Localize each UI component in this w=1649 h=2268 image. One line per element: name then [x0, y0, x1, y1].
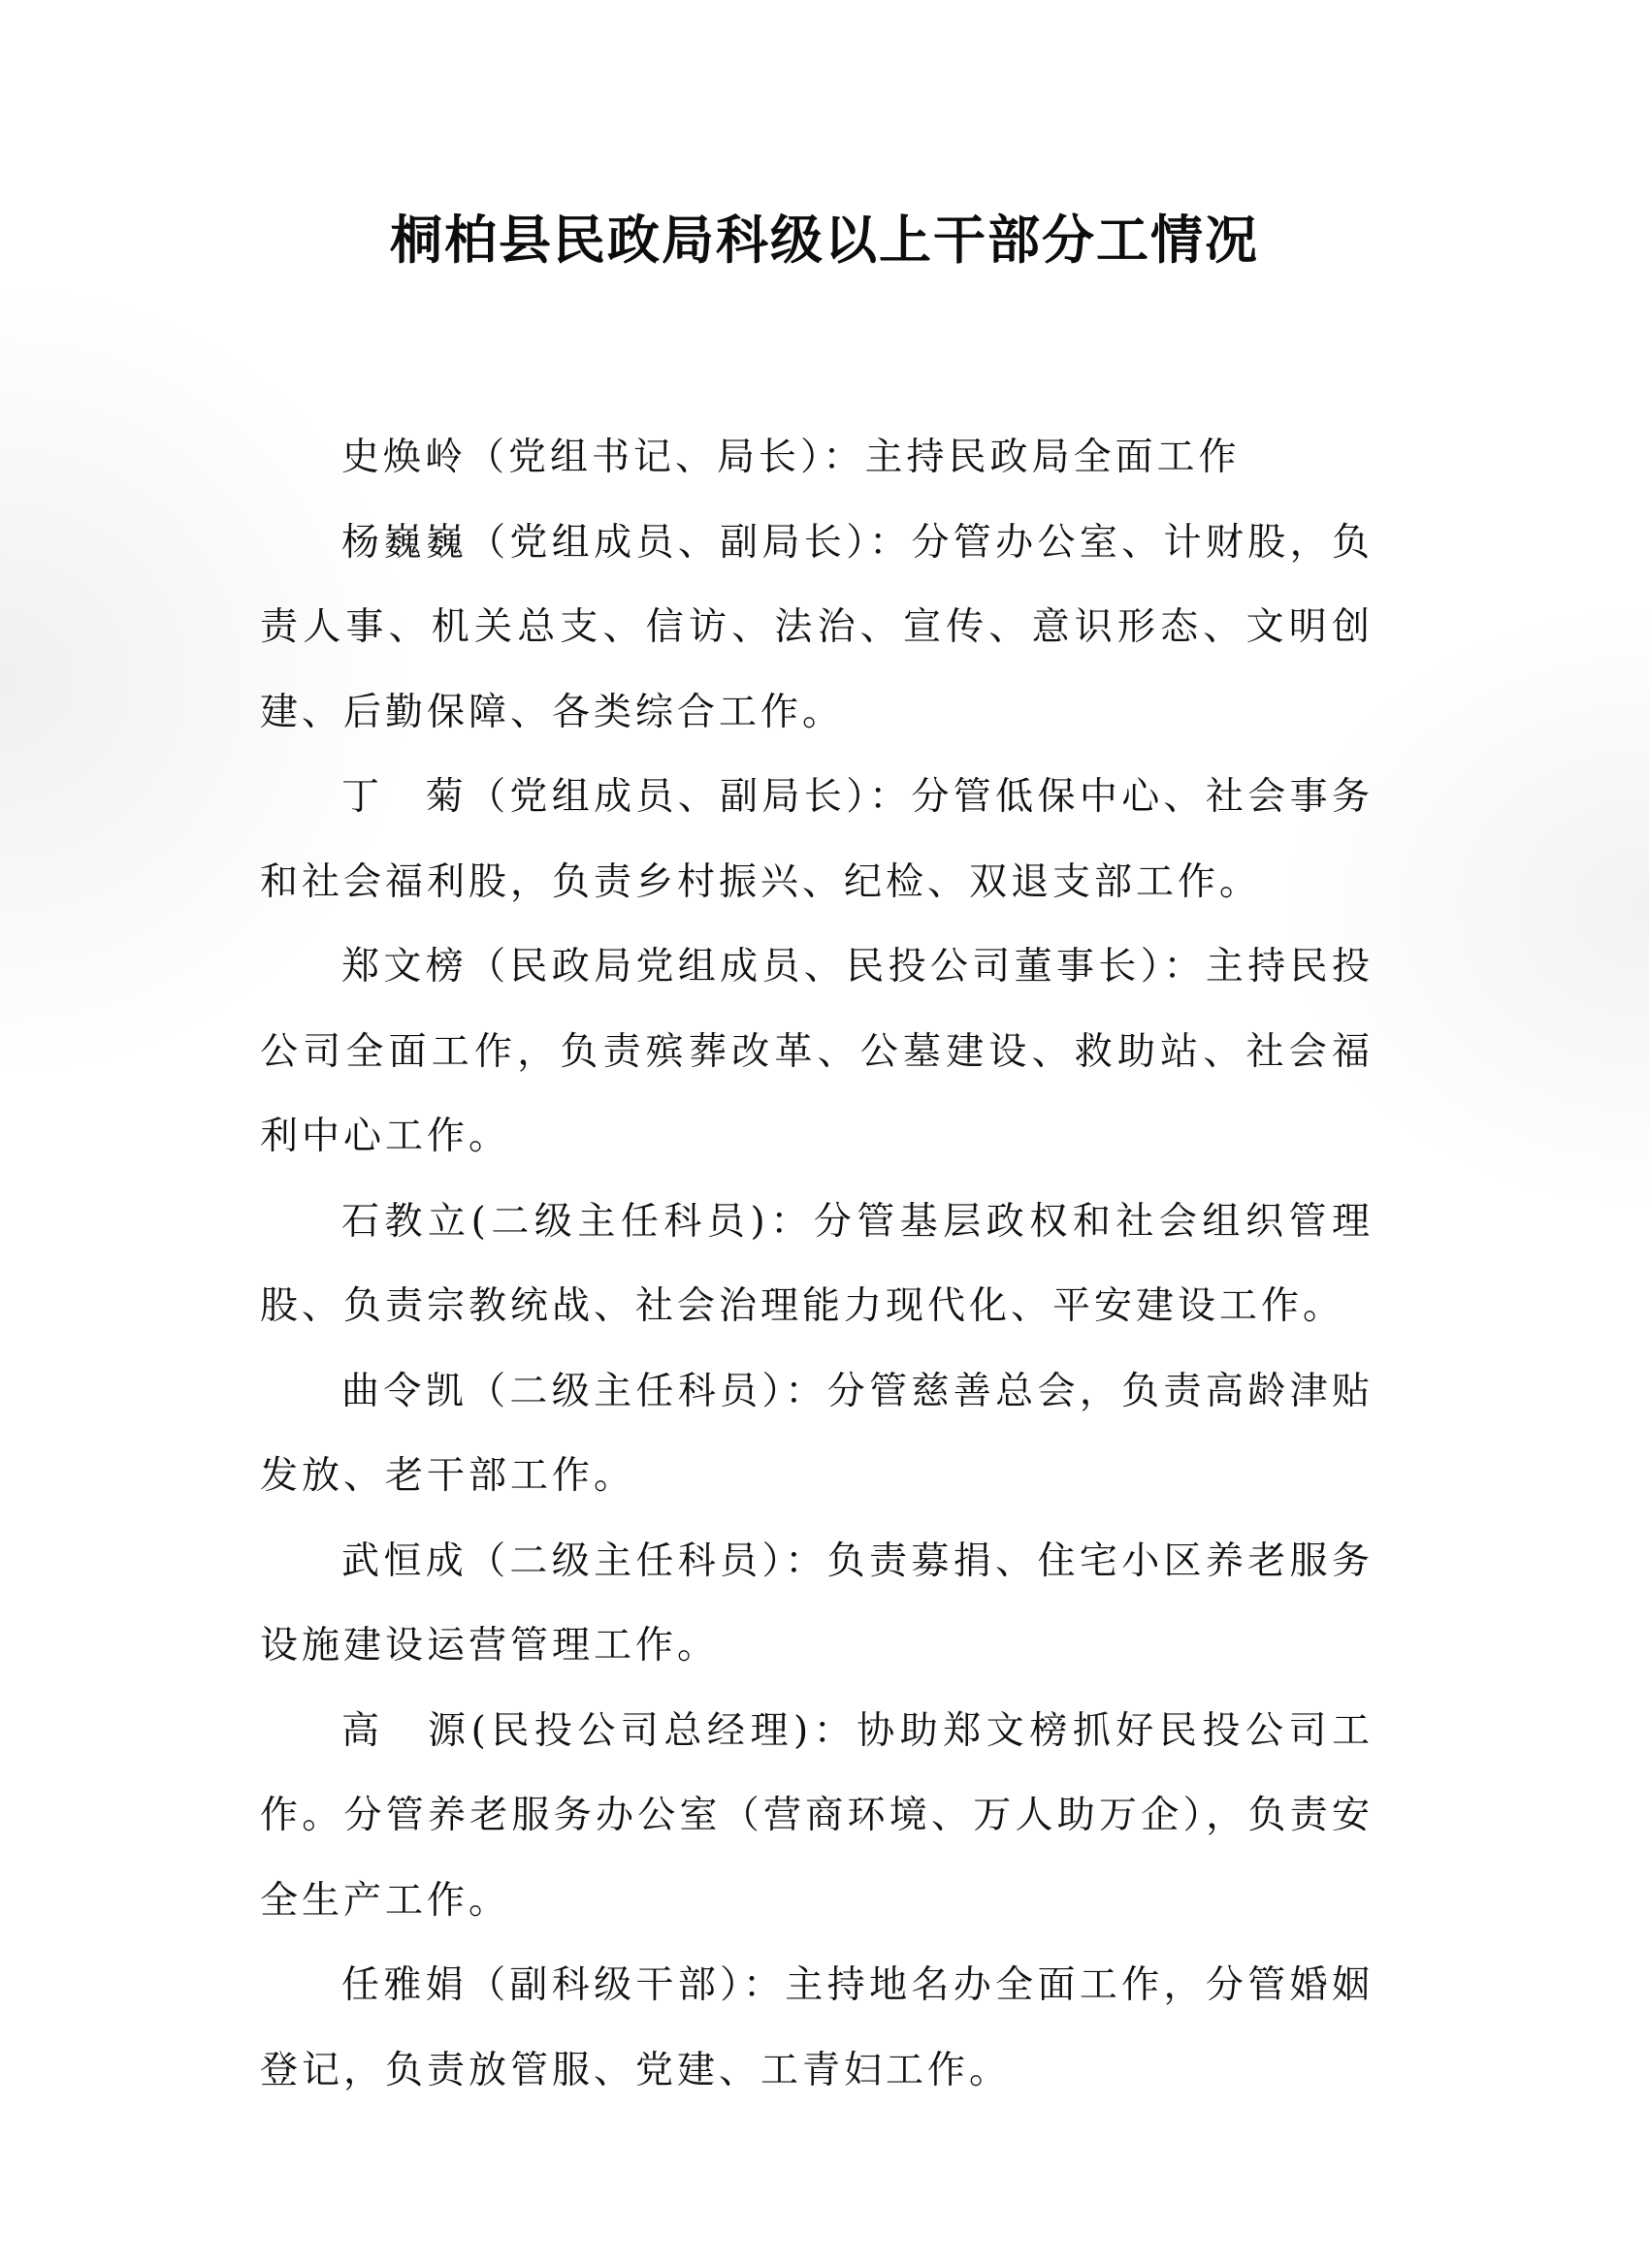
person-name: 石教立 — [341, 1199, 471, 1244]
person-name: 丁 菊 — [341, 775, 469, 819]
person-name: 史焕岭 — [341, 436, 468, 479]
entry-paragraph — [260, 755, 1374, 924]
duty-text: （副科级干部）：主持地名办全面工作，分管婚姻登记，负责放管服、党建、工青妇工作。 — [260, 1963, 1374, 2092]
duty-text: （二级主任科员）：分管慈善总会，负责高龄津贴发放、老干部工作。 — [260, 1369, 1374, 1498]
person-name: 杨巍巍 — [341, 520, 469, 565]
duty-text: （党组成员、副局长）：分管低保中心、社会事务和社会福利股，负责乡村振兴、纪检、双退支部工作。 — [260, 775, 1374, 904]
duty-text: （党组书记、局长）：主持民政局全面工作 — [467, 436, 1241, 479]
document-body — [260, 415, 1374, 2113]
duty-text: （二级主任科员）：负责募捐、住宅小区养老服务设施建设运营管理工作。 — [260, 1539, 1374, 1668]
entry-paragraph — [260, 1349, 1374, 1519]
entry-paragraph — [260, 924, 1374, 1180]
person-name: 任雅娟 — [341, 1963, 469, 2007]
entry-paragraph — [260, 1180, 1374, 1349]
entry-paragraph — [260, 415, 1374, 501]
person-name: 曲令凯 — [341, 1369, 469, 1413]
person-name: 高 源 — [341, 1708, 471, 1753]
document-title: 桐柏县民政局科级以上干部分工情况 — [390, 210, 1259, 271]
entry-paragraph — [260, 501, 1374, 756]
duty-text: （民政局党组成员、民投公司董事长）：主持民投公司全面工作，负责殡葬改革、公墓建设、救助站、社会福利中心工作。 — [260, 945, 1374, 1158]
person-name: 郑文榜 — [341, 945, 469, 988]
entry-paragraph — [260, 1689, 1374, 1944]
duty-text: (民投公司总经理)：协助郑文榜抓好民投公司工作。分管养老服务办公室（营商环境、万人助万企），负责安全生产工作。 — [260, 1708, 1374, 1923]
duty-text: (二级主任科员)：分管基层政权和社会组织管理股、负责宗教统战、社会治理能力现代化、平安建设工作。 — [260, 1199, 1374, 1328]
person-name: 武恒成 — [341, 1539, 469, 1583]
entry-paragraph — [260, 1519, 1374, 1689]
entry-paragraph — [260, 1943, 1374, 2113]
duty-text: （党组成员、副局长）：分管办公室、计财股，负责人事、机关总支、信访、法治、宣传、意识形态、文明创建、后勤保障、各类综合工作。 — [260, 520, 1374, 734]
